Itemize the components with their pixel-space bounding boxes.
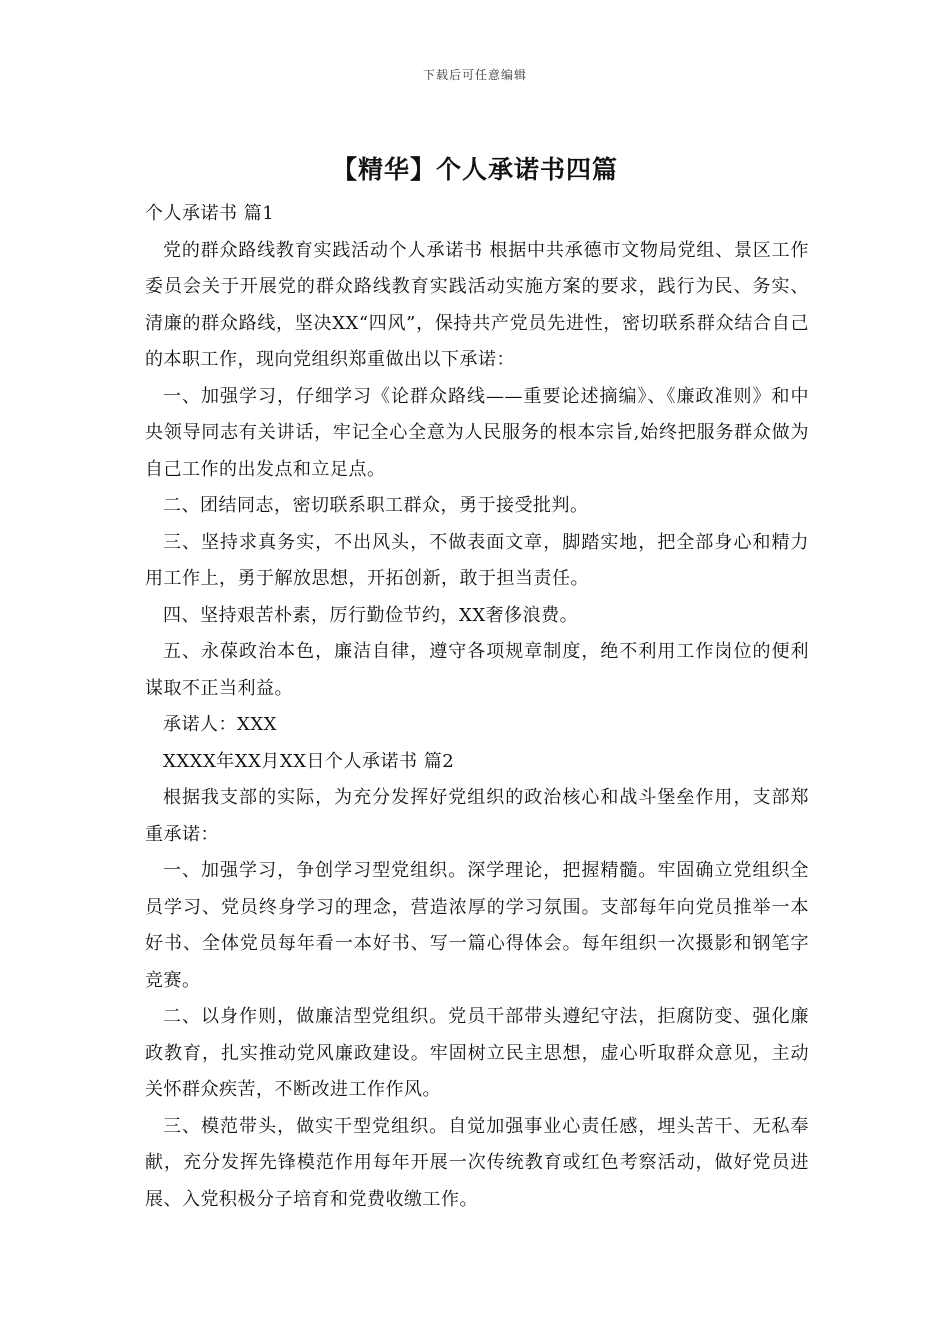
paragraph: 一、加强学习，仔细学习《论群众路线——重要论述摘编》、《廉政准则》和中央领导同志有关讲话，牢记全心全意为人民服务的根本宗旨,始终把服务群众做为自己工作的出发点和立足点。 [145,385,809,480]
paragraph: 三、坚持求真务实，不出风头，不做表面文章，脚踏实地，把全部身心和精力用工作上，勇于解放思想，开拓创新，敢于担当责任。 [145,531,809,589]
signature-line: 承诺人：XXX [163,714,277,735]
paragraph: 二、以身作则，做廉洁型党组织。党员干部带头遵纪守法，拒腐防变、强化廉政教育，扎实推动党风廉政建设。牢固树立民主思想，虚心听取群众意见，主动关怀群众疾苦，不断改进工作作风。 [145,1006,809,1100]
paragraph: 三、模范带头，做实干型党组织。自觉加强事业心责任感，埋头苦干、无私奉献，充分发挥先锋模范作用每年开展一次传统教育或红色考察活动，做好党员进展、入党积极分子培育和党费收缴工作。 [145,1115,809,1210]
document-title: 【精华】个人承诺书四篇 [331,155,618,184]
paragraph: 一、加强学习，争创学习型党组织。深学理论，把握精髓。牢固确立党组织全员学习、党员终身学习的理念，营造浓厚的学习氛围。支部每年向党员推举一本好书、全体党员每年看一本好书、写一篇心得体会。每年组织一次摄影和钢笔字竞赛。 [145,860,809,991]
date-and-section-heading-2: XXXX年XX月XX日个人承诺书 篇2 [163,750,455,772]
paragraph: 四、坚持艰苦朴素，厉行勤俭节约，XX奢侈浪费。 [163,604,579,626]
document-body [145,196,809,1218]
section-heading-1: 个人承诺书 篇1 [145,203,275,224]
paragraph: 五、永葆政治本色，廉洁自律，遵守各项规章制度，绝不利用工作岗位的便利谋取不正当利益。 [145,641,809,699]
paragraph: 二、团结同志，密切联系职工群众，勇于接受批判。 [163,495,589,516]
paragraph: 根据我支部的实际，为充分发挥好党组织的政治核心和战斗堡垒作用，支部郑重承诺： [145,787,809,845]
paragraph: 党的群众路线教育实践活动个人承诺书 根据中共承德市文物局党组、景区工作委员会关于开展党的群众路线教育实践活动实施方案的要求，践行为民、务实、清廉的群众路线，坚决XX“四风”，保持共产党员先进性，密切联系群众结合自己的本职工作，现向党组织郑重做出以下承诺： [145,239,809,370]
header-note: 下载后可任意编辑 [422,68,527,82]
